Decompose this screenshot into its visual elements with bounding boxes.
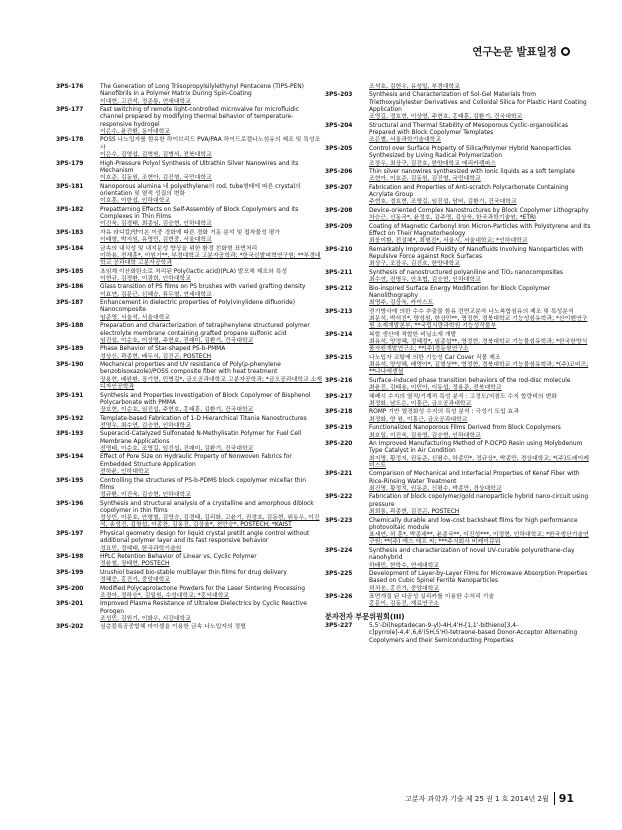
entry-authors: 임준영, 서울석, 서울대학교 [100,314,171,321]
entry-id: 3PS-202 [56,624,84,631]
entry-title: HPLC Retention Behavior of Linear vs, Cyclic Polymer [100,554,257,561]
entry-body [100,362,322,391]
entry-authors: 최웅이환, 전설혜*, 최형진*, 서울시, 서울대학교; *인하대학교 [369,238,528,245]
abstract-entry [56,137,322,159]
abstract-entry [325,332,591,354]
entry-title: Surface-induced phase transition behaviors of the rod-disc molecule [369,377,571,384]
entry-body [100,161,322,183]
entry-body [100,137,322,159]
abstract-entry [325,286,591,308]
entry-id: 3PS-177 [56,107,84,114]
entry-id: 3PS-220 [325,441,353,448]
footer-text: 고분자 과학과 기술 제 25 권 1 호 2014년 2월 [405,794,549,803]
entry-authors: 차승근, 신동국*, 윤정호, 김주영, 김상욱, 한국과학기술원; *ETRI [369,215,536,222]
entry-authors: 전명우, 최수연, 김승현, 인하대학교 [100,422,191,429]
entry-title: Synthesis and Characterization of Sol-Gel Materials from Triethoxysilylester Derivatives and Colloidal Silica for Plastic Hard Coating Application [369,92,587,114]
entry-id: 3PS-183 [56,229,84,236]
entry-body [100,570,322,585]
entry-id: 3PS-204 [325,122,353,129]
entry-id: 3PS-184 [56,245,84,252]
entry-title: Development of Layer-by-Layer Films for Microwave Absorption Properties Based on Cubic Spinel Ferrite Nanoparticles [369,571,588,585]
entry-id: 3PS-225 [325,571,353,578]
entry-title: Thin silver nanowires synthesized with ionic liquids as a soft template [369,169,575,176]
entry-title: Glass transition of PS films on PS brushes with varied grafting density [100,284,306,291]
entry-body [369,224,591,246]
entry-authors: 최영주, 김상욱, 카이스트 [369,300,434,307]
abstract-entry [56,323,322,345]
entry-id: 3PS-212 [325,285,353,292]
entry-authors: 최윤진, 김태용, 이민아, 이동섭, 정용준, 전북대학교 [369,385,502,392]
entry-id: 3PS-223 [325,517,353,524]
entry-authors: 최유석, 양성혜, 배영아*, 김형상**, 영정현, 경북대학교 기능물섬유학과; *(주)코비즈; **나나에센셜 [369,362,589,376]
entry-body [369,84,591,91]
entry-authors: 정상신, 곽종현, 배두식, 김진곤, POSTECH [100,353,212,360]
entry-title: Remarkably Improved Fluidity of Nanofluids Involving Nanoparticles with Repulsive Force against Rock Surfaces [369,246,584,261]
entry-id: 3PS-187 [56,300,84,307]
abstract-entry [325,185,591,207]
entry-id: 3PS-199 [56,569,84,576]
entry-authors: 장호현, 이순호, 임진섭, 주현호, 홍태훈, 김환기, 건국대학교 [100,407,254,414]
entry-body [369,123,591,145]
entry-body [369,309,591,331]
entry-id: 3PS-213 [325,308,353,315]
entry-title: 표면개질 된 다공성 실리카를 이용한 수처리 기술 [369,594,495,601]
abstract-entry [325,471,591,493]
entry-authors: 정상민, 이문호, 안형철, 김영승, 김경태, 김리화, 고윤기, 권경호, 김동현, 위동우, 이진석, 송성진, 김창섭, 이종찬, 김동진, 김상율*, 천만승*, POSTECH; *KAIST [100,515,320,529]
abstract-entry [325,494,591,516]
abstract-entry [56,624,322,631]
entry-body [369,270,591,285]
right-entries [325,84,591,609]
abstract-entry [325,84,591,91]
entry-id: 3PS-182 [56,206,84,213]
abstract-entry [325,123,591,145]
entry-authors: 정윤철, 장태현, POSTECH [100,561,170,568]
entry-title: Fast switching of remote light-controlled microvalve for microfluidic channel prepared by modifying thermal behavior of temperature-responsive hydrogel [100,107,299,128]
entry-authors: 전영태, 이순호, 조영길, 임진섭, 진래미, 김환기, 건국대학교 [100,445,254,452]
entry-authors: 최지명, 황정지, 권동준, 신평수, 하종민*, 정규상*, 박종만, 경상대학교; *(주)도레이케미스트 [369,455,589,469]
abstract-entry [325,378,591,393]
entry-body [100,300,322,322]
abstract-entry [56,246,322,268]
entry-authors: 최정화, 양 왕, 이흥근, 금오공과대학교 [369,416,468,423]
entry-authors: 이태형, 박지원, 유영민, 김현중, 서울대학교 [100,237,212,244]
entry-authors: 이호준, 김동원, 조현아, 김진형, 국민대학교 [100,175,212,182]
entry-id: 3PS-196 [56,500,84,507]
entry-id: 3PS-181 [56,183,84,190]
entry-authors: 조장우, 최상구, 김진호, 한양대학교 에리카캠퍼스 [369,160,496,167]
header-title: 연구논문 발표일정 [472,46,557,58]
entry-body [369,494,591,516]
entry-body [369,594,591,609]
abstract-entry [325,409,591,424]
entry-title: Synthesis of nanostructured polyaniline and TiO₂ nanocomposites [369,269,563,276]
entry-title: Phase Behavior of Star-shaped PS-b-PMMA [100,346,226,353]
entry-body [100,431,322,453]
entry-authors: 홍문이, 김동진, 재료연구소 [369,601,440,608]
entry-body [100,107,322,136]
entry-title: Mechanical properties and UV resistance of Poly(p-phenylene benzobisoxazole)/POSS composite fiber with heat treatment [100,362,281,376]
entry-title: Nanoporous alumina 내 polyethylene의 rod, tube형태에 따른 crystal의 orientation 및 열적 성질의 변화 [100,183,301,197]
entry-authors: 최호일, 이진욱, 김육영, 김승현, 인하대학교 [369,432,481,439]
entry-title: 5,5'-Di(heptadecan-9-yl)-4H,4'H-[1,1'-bithieno[3,4-c]pyrrole]-4,4',6,6'(5H,5'H)-tetraone-based Donor-Acceptor Alternating Copolymers and their Semiconducting Properties [369,622,578,644]
entry-id: 3PS-206 [325,169,353,176]
entry-body [100,84,322,106]
abstract-entry [56,207,322,229]
entry-id: 3PS-190 [56,362,84,369]
entry-authors: 이효연, 김문근, 신혜승, 류두열, 연세대학교 [100,291,212,298]
abstract-entry [56,184,322,206]
entry-title: Prepatterning Effects on Self-Assembly of Block Copolymers and its Complexes in Thin Films [100,206,299,220]
entry-title: High-Pressure Polyol Synthesis of Ultrathin Silver Nanowires and its Mechanism [100,160,299,174]
entry-id: 3PS-224 [325,547,353,554]
entry-id: 3PS-218 [325,409,353,416]
left-column [56,84,322,633]
abstract-entry [325,394,591,409]
entry-authors: 조영길, 정호현, 이상영, 주현호, 홍태훈, 김환기, 건국대학교 [369,114,523,121]
entry-id: 3PS-194 [56,454,84,461]
entry-title: ROMP 기반 열경화성 수지의 특성 분석 : 극성기 도입 효과 [369,409,520,416]
entry-body [369,548,591,570]
abstract-entry [56,107,322,136]
entry-id: 3PS-188 [56,323,84,330]
entry-title: Controlling the structures of PS-b-PDMS block copolymer micellar thin films [100,477,307,491]
entry-id: 3PS-191 [56,392,84,399]
entry-authors: 조성민, 김원기, 이화우, 서강대학교 [100,615,191,622]
entry-authors: 이진욱, 김경태, 최종임, 김승현, 인하대학교 [100,221,212,228]
abstract-entry [325,355,591,377]
entry-body [100,346,322,361]
entry-authors: 전하윤, 인하대학교 [100,469,150,476]
entry-id: 3PS-192 [56,415,84,422]
entry-title: 금속의 내식성 및 내지문성 향상을 위한 환경 친화형 표면처리 [100,245,258,252]
abstract-entry [56,554,322,569]
entry-authors: 이현규, 김경환, 이광희, 인하대학교 [100,275,191,282]
abstract-entry [56,416,322,431]
entry-title: Preparation and characterization of tetraphenylene structured polymer electrolyte membrane containing grafted propane sulfonic acid [100,323,310,337]
entry-title: Comparison of Mechanical and Interfacial Properties of Kenaf Fiber with Rice-Rinsing Water Treatment [369,471,580,485]
entry-id: 3PS-216 [325,377,353,384]
entry-id: 3PS-208 [325,207,353,214]
entry-title: Fabrication and Properties of Anti-scratch Polycarbonate Containing Acrylate Group [369,184,569,199]
entry-title: The Generation of Long Triisopropylsilylethynyl Pentacene (TIPS-PEN) Nanofibrils in a Polymer Matrix During Spin-Coating [100,84,304,98]
entry-id: 3PS-178 [56,137,84,144]
abstract-entry [325,208,591,223]
entry-body [100,323,322,345]
entry-title: Physical geometry design for liquid crystal pretilt angle control without additional polymer layer and its fast responsive behavior [100,530,310,545]
entry-authors: 이호훈, 이한섭, 인하대학교 [100,198,171,205]
entry-authors: 이은수, 윤진환, 동아대학교 [100,128,171,135]
abstract-entry [325,146,591,168]
entry-body [100,416,322,431]
entry-authors: 최희통, 곽종현, 김진곤, POSTECH [369,509,460,516]
entry-body [369,409,591,424]
entry-authors: 주현호, 정호현, 조영길, 임진섭, 담비, 김환기, 건국대학교 [369,199,517,206]
entry-authors: 최문석, 박석진*, 양성원, 한상민**, 명정현, 경북대학교 기능성섬유학과; *산이벤연구원 소재개발본부; **국립식량과학원 기능성작물부 [369,315,588,330]
entry-authors: 하태민, 한학수, 연세대학교 [369,562,440,569]
entry-title: Synthesis and characterization of novel UV-curable polyurethane-clay nanohybrid [369,547,575,562]
entry-title: Functionalized Nanoporous Films Derived from Block Copolymers [369,425,561,432]
circle-bullet-icon [561,47,570,56]
entry-title: 심층블록공중합체 마이셀을 이용한 금속 나노입자의 정렬 [100,624,246,631]
entry-authors: 이은수, 김영섭, 김혁원, 김병석, 전북대학교 [100,152,212,159]
abstract-entry [325,92,591,121]
abstract-entry [325,571,591,593]
abstract-entry [56,393,322,415]
entry-id: 3PS-179 [56,160,84,167]
entry-id: 3PS-222 [325,494,353,501]
entry-title: 초임계 이산화탄소로 처리된 Poly(lactic acid)(PLA) 발포체 제조와 특성 [100,268,288,275]
entry-id: 3PS-221 [325,471,353,478]
abstract-entry [56,161,322,183]
abstract-entry [325,169,591,184]
entry-body [100,624,322,631]
abstract-entry [325,518,591,547]
entry-title: Device-oriented Complex Nanostructures by Block Copolymer Lithography [369,207,589,214]
entry-id: 3PS-210 [325,246,353,253]
entry-body [100,478,322,500]
entry-title: Improved Plasma Resistance of Ultralow Dielectrics by Cyclic Reactive Porogen [100,601,307,615]
entry-authors: 조석호, 김현우, 유성일, 부경대학교 [369,84,460,90]
entry-body [369,92,591,121]
entry-id: 3PS-211 [325,269,353,276]
entry-title: 자유 라디칼/양이온 이중 경화에 따른 경화 거동 분석 및 접착물성 평가 [100,229,281,236]
entry-id: 3PS-200 [56,585,84,592]
entry-body [369,146,591,168]
entry-body [100,269,322,284]
entry-body [369,286,591,308]
entry-authors: 최유석, 양정혜, 정혜정*, 임종섭**, 영정현, 경북대학교 기능물섬유학과; *한국한방식품자원개발연구소; **(주)경동원연구소 [369,339,588,353]
abstract-entry [325,441,591,470]
entry-title: Urushiol based bio-stable multilayer thin films for drug delivery [100,569,287,576]
entry-body [369,185,591,207]
entry-title: Effect of Pore Size on Hydraulic Property of Nonwoven Fabrics for Embedded Structure Application [100,454,292,468]
abstract-entry [56,531,322,553]
abstract-entry [325,247,591,269]
entry-id: 3PS-195 [56,477,84,484]
abstract-entry [325,548,591,570]
entry-id: 3PS-214 [325,331,353,338]
entry-id: 3PS-203 [325,92,353,99]
entry-id: 3PS-201 [56,601,84,608]
entry-title: 나노입자 코팅에 의한 기능성 Car Cover 직물 제조 [369,354,501,361]
entry-body [369,518,591,547]
entry-authors: 정혜증, 홍진기, 중앙대학교 [100,577,171,584]
abstract-entry [56,601,322,623]
entry-id [325,84,369,91]
abstract-entry [325,623,591,645]
section-entries [325,623,591,645]
entry-id: 3PS-215 [325,354,353,361]
entry-title: An Improved Manufacturing Method of P-DCPD Resin using Molybdenum Type Catalyst in Air Condition [369,441,583,455]
entry-authors: 표세연, 허 훈*, 박종세**, 윤종국**, 이진성***, 이정현, 인하대학교; *한국생산기술연구원; **(주) 에스 에프 씨; ***주식회사 비케이큐워 [369,532,589,546]
entry-id: 3PS-185 [56,268,84,275]
entry-title: 혜폐시 수지의 열적/기계적 특성 분석 : 고정도/저점도 수지 합량비의 변화 [369,393,557,400]
entry-title: Control over Surface Property of Silica/Polymer Hybrid Nanoparticles Synthesized by Living Radical Polymerization [369,145,572,160]
entry-id: 3PS-189 [56,346,84,353]
abstract-entry [56,431,322,453]
entry-body [369,247,591,269]
abstract-entry [56,269,322,284]
entry-body [100,393,322,415]
entry-id: 3PS-219 [325,425,353,432]
entry-body [369,208,591,223]
entry-id: 3PS-226 [325,594,353,601]
entry-title: 복합 생산에 적합한 비닐소재 개발 [369,331,457,338]
entry-title: Synthesis and Properties Investigation of Block Copolymer of Bisphenol Polycarbonate with PMMA [100,392,311,406]
section-title: 분자전자 부문위원회(III) [325,611,405,621]
entry-authors: 조경아, 정하승*, 김일원, 수성대학교; *홍익대학교 [100,592,230,599]
entry-body [100,601,322,623]
entry-title: Structural and Thermal Stability of Mesoporous Cyclic-organosilicas Prepared with Block Copolymer Templates [369,122,569,137]
abstract-entry [325,425,591,440]
entry-id: 3PS-205 [325,145,353,152]
entry-id: 3PS-186 [56,284,84,291]
entry-title: Chemically durable and low-cost backsheet films for high performance photovoltaic module [369,517,578,531]
entry-body [100,531,322,553]
entry-authors: 최정화, 남도은, 이흥근, 금오공과대학교 [369,400,472,407]
abstract-entry [56,501,322,530]
entry-body [369,169,591,184]
entry-authors: 정요민, 정혜태, 한국과학기술원 [100,545,182,552]
abstract-entry [56,454,322,476]
abstract-entry [325,224,591,246]
entry-body [369,623,591,645]
entry-title: Modified Polycaprolactone Powders for the Laser Sintering Processing [100,585,305,592]
page-header [472,44,570,59]
entry-authors: 조은별, 서울과학기술대학교 [369,137,442,144]
entry-title: Template-based Fabrication of 1-D Hierarchical Titania Nanostructures [100,415,307,422]
entry-title: Fabrication of block copolymer/gold nanoparticle hybrid nano-circuit using pressure [369,494,589,508]
entry-id: 3PS-176 [56,84,84,90]
abstract-entry [56,284,322,299]
entry-title: Synthesis and structural analysis of a crystalline and amorphous diblock copolymer in thin films [100,500,314,514]
entry-authors: 최진명, 황정지, 권동준, 신평수, 박종만, 경상대학교 [369,486,502,492]
abstract-entry [56,84,322,106]
entry-title: Coating of Magnetic Carbonyl Iron Micron-Particles with Polystyrene and Its Effect on Their Magnetorheology [369,223,591,237]
entry-body [100,246,322,268]
entry-title: 전기방사에 의한 수수 추출물 함유 전면교분자 나노복합섬유의 제조 및 특성분석 [369,308,574,315]
abstract-entry [56,478,322,500]
entry-id: 3PS-197 [56,530,84,537]
entry-id: 3PS-209 [325,223,353,230]
entry-id: 3PS-217 [325,393,353,400]
abstract-entry [56,300,322,322]
entry-body [100,586,322,601]
entry-body [100,454,322,476]
entry-id: 3PS-207 [325,184,353,191]
entry-body [100,554,322,569]
entry-body [369,571,591,593]
entry-body [369,355,591,377]
entry-body [369,441,591,470]
abstract-entry [56,346,322,361]
entry-body [369,378,591,393]
entry-title: Bio-inspired Surface Energy Modification for Block Copolymer Nanolithography [369,285,551,299]
entry-authors: 조현아, 이호준, 김동원, 김진형, 국민대학교 [369,176,481,183]
abstract-entry [56,586,322,601]
entry-body [100,184,322,206]
abstract-entry [56,362,322,391]
entry-authors: 임진섭, 이순호, 이상영, 주현호, 진래미, 김환기, 건국대학교 [100,337,254,344]
entry-body [100,284,322,299]
entry-body [369,394,591,409]
entry-id: 3PS-198 [56,554,84,561]
entry-body [100,230,322,245]
page-footer [405,792,574,805]
abstract-entry [56,570,322,585]
entry-body [369,332,591,354]
entry-body [100,207,322,229]
entry-body [369,471,591,493]
entry-id: 3PS-227 [325,622,353,629]
abstract-entry [325,309,591,331]
entry-body [369,425,591,440]
page-number: 91 [554,792,574,805]
abstract-entry [325,270,591,285]
entry-title: Enhancement in dielectric properties of Poly(vinylidene difluoride) Nanocomposite [100,300,296,314]
entry-id: 3PS-193 [56,431,84,438]
entry-title: Superacid-Catalyzed Sulfonated N-Methylisatin Polymer for Fuel Cell Membrane Applications [100,431,302,445]
entry-authors: 최수연, 전명우, 안초협, 김승현, 인하대학교 [369,277,481,284]
entry-authors: 정규환, 이진욱, 김승현, 인하대학교 [100,492,191,499]
entry-authors: 이대현, 고건석, 정준통, 연세대학교 [100,98,191,105]
right-column [325,84,591,646]
entry-authors: 이하용, 전재훈*, 이원기**, 부경대학교 고분자공학과; *한국신발피혁연구원; **부경대학교 공과대학 고분자공학과 [100,252,321,267]
abstract-entry [56,230,322,245]
entry-authors: 장용현, 배완환, 장기현, 민병길*, 금오공과대학교 고분자공학과; *금오공과대학교 소재디자인공학과 [100,376,322,391]
entry-body [100,501,322,530]
abstract-entry [325,594,591,609]
entry-authors: 허치웅, 홍진기, 중앙대학교 [369,585,440,592]
entry-authors: 최상구, 조장우, 김진호, 한양대학교 [369,261,460,268]
entry-title: POSS 나노입자를 함유한 하이브리드 PVA/PAA 하이드로겔나노섬유의 제조 및 특성조사 [100,137,321,151]
